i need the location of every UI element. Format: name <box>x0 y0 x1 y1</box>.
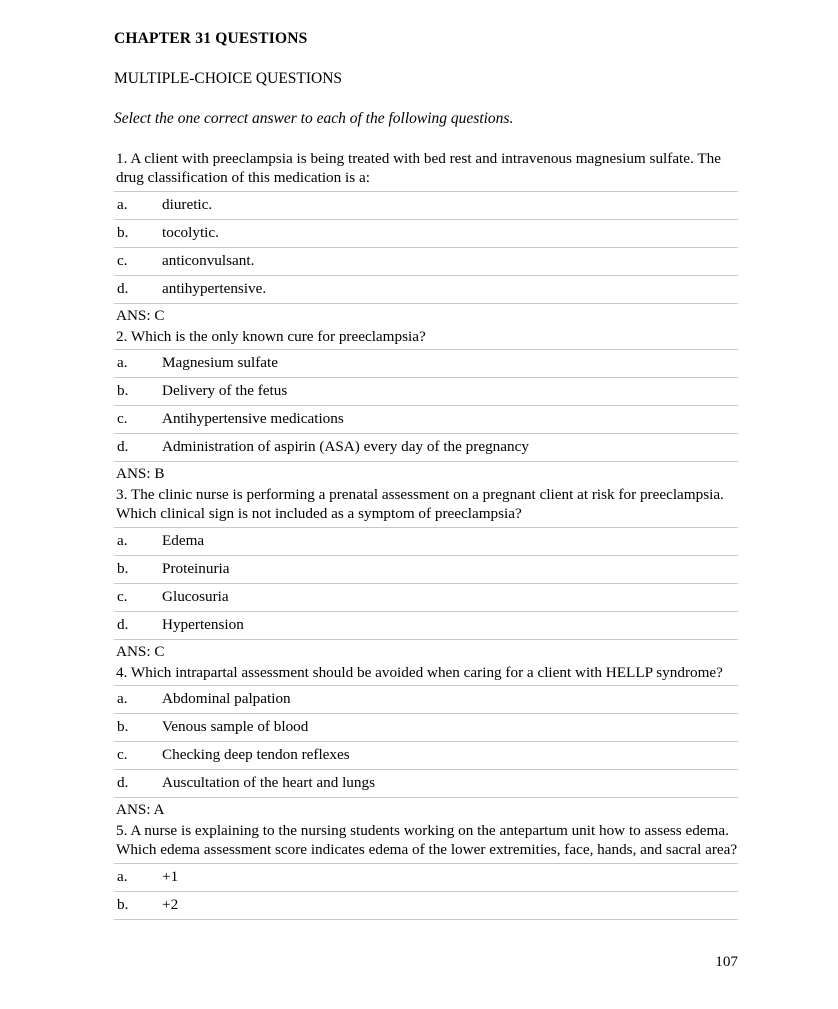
option-letter: a. <box>117 867 128 885</box>
option-text: Abdominal palpation <box>162 689 291 707</box>
option-text: Antihypertensive medications <box>162 410 344 428</box>
question-block <box>114 485 738 662</box>
answer-key: ANS: C <box>116 306 165 324</box>
option-item[interactable] <box>114 527 738 556</box>
option-item[interactable] <box>114 191 738 220</box>
option-text: Hypertension <box>162 615 244 633</box>
option-text: Proteinuria <box>162 559 230 577</box>
chapter-title: CHAPTER 31 QUESTIONS <box>114 30 308 47</box>
option-text: anticonvulsant. <box>162 251 255 269</box>
option-letter: a. <box>117 689 128 707</box>
option-letter: c. <box>117 410 128 428</box>
option-item[interactable] <box>114 892 738 920</box>
option-text: Auscultation of the heart and lungs <box>162 773 375 791</box>
option-text: tocolytic. <box>162 223 219 241</box>
answer-key: ANS: C <box>116 642 165 660</box>
option-item[interactable] <box>114 276 738 304</box>
option-letter: d. <box>117 615 129 633</box>
option-text: +1 <box>162 867 179 885</box>
answer-key: ANS: A <box>116 800 165 818</box>
option-letter: b. <box>117 717 129 735</box>
option-text: Checking deep tendon reflexes <box>162 745 350 763</box>
option-letter: c. <box>117 251 128 269</box>
option-text: Venous sample of blood <box>162 717 309 735</box>
option-list <box>114 527 738 640</box>
option-letter: b. <box>117 382 129 400</box>
option-item[interactable] <box>114 434 738 462</box>
option-list <box>114 685 738 798</box>
option-item[interactable] <box>114 406 738 434</box>
option-item[interactable] <box>114 863 738 892</box>
option-text: Delivery of the fetus <box>162 382 288 400</box>
option-list <box>114 863 738 920</box>
question-block <box>114 821 738 920</box>
answer-key: ANS: B <box>116 465 165 483</box>
option-text: Glucosuria <box>162 587 229 605</box>
question-block <box>114 327 738 484</box>
page-number: 107 <box>715 953 738 970</box>
option-letter: d. <box>117 773 129 791</box>
option-item[interactable] <box>114 556 738 584</box>
option-letter: d. <box>117 438 129 456</box>
option-list <box>114 191 738 304</box>
option-letter: c. <box>117 745 128 763</box>
option-letter: a. <box>117 354 128 372</box>
question-stem: 5. A nurse is explaining to the nursing students working on the antepartum unit how to assess edema. Which edema assessment score indicates edema of the lower extremities, face, hands, and sacral area? <box>116 821 738 859</box>
option-item[interactable] <box>114 248 738 276</box>
option-list <box>114 349 738 462</box>
option-letter: a. <box>117 531 128 549</box>
question-stem: 2. Which is the only known cure for preeclampsia? <box>116 327 426 345</box>
question-stem: 1. A client with preeclampsia is being treated with bed rest and intravenous magnesium sulfate. The drug classification of this medication is a: <box>116 150 721 187</box>
option-letter: c. <box>117 587 128 605</box>
option-item[interactable] <box>114 714 738 742</box>
question-block <box>114 149 738 326</box>
option-item[interactable] <box>114 584 738 612</box>
question-stem: 3. The clinic nurse is performing a prenatal assessment on a pregnant client at risk for preeclampsia. Which clinical sign is not included as a symptom of preeclampsia? <box>116 485 724 523</box>
option-text: diuretic. <box>162 195 213 213</box>
option-item[interactable] <box>114 742 738 770</box>
option-text: Edema <box>162 531 205 549</box>
option-letter: b. <box>117 223 129 241</box>
option-letter: a. <box>117 195 128 213</box>
option-item[interactable] <box>114 612 738 640</box>
option-letter: d. <box>117 279 129 297</box>
option-item[interactable] <box>114 685 738 714</box>
question-block <box>114 663 738 820</box>
option-text: Magnesium sulfate <box>162 354 278 372</box>
option-letter: b. <box>117 895 129 913</box>
option-text: Administration of aspirin (ASA) every day of the pregnancy <box>162 438 529 456</box>
option-item[interactable] <box>114 220 738 248</box>
option-text: antihypertensive. <box>162 279 267 297</box>
option-item[interactable] <box>114 770 738 798</box>
question-stem: 4. Which intrapartal assessment should be avoided when caring for a client with HELLP syndrome? <box>116 663 723 681</box>
option-letter: b. <box>117 559 129 577</box>
instruction-text: Select the one correct answer to each of the following questions. <box>114 110 514 127</box>
option-item[interactable] <box>114 349 738 378</box>
option-item[interactable] <box>114 378 738 406</box>
option-text: +2 <box>162 895 179 913</box>
section-title: MULTIPLE-CHOICE QUESTIONS <box>114 70 343 87</box>
